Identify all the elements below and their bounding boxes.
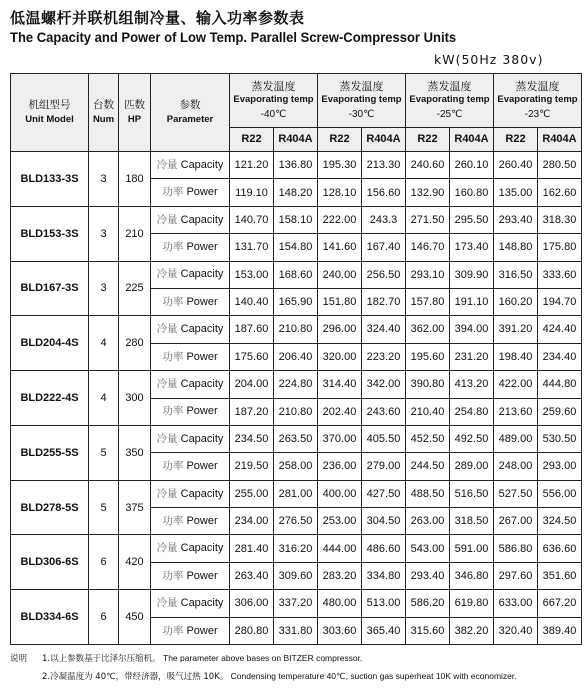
capacity-value: 413.20 (450, 371, 494, 398)
note-2: 2.冷凝温度为 40℃，带经济器，吸气过热 10K。 Condensing temperature 40℃, suction gas superheat 10K with economizer. (42, 671, 517, 682)
capacity-value: 281.40 (230, 535, 274, 562)
power-value: 173.40 (450, 234, 494, 261)
capacity-value: 153.00 (230, 261, 274, 288)
capacity-value: 293.40 (494, 206, 538, 233)
unit-hp: 225 (119, 261, 151, 316)
power-value: 236.00 (318, 453, 362, 480)
unit-num: 3 (89, 206, 119, 261)
unit-num: 6 (89, 535, 119, 590)
capacity-value: 260.10 (450, 152, 494, 179)
table-row (11, 261, 582, 288)
capacity-value: 296.00 (318, 316, 362, 343)
power-value: 280.80 (230, 617, 274, 644)
power-value: 309.60 (274, 562, 318, 589)
table-row (11, 480, 582, 507)
param-power: 功率 Power (151, 453, 230, 480)
capacity-value: 390.80 (406, 371, 450, 398)
header-refrigerant: R404A (538, 128, 582, 152)
unit-note: kW(50Hz 380v) (434, 52, 544, 67)
header-refrigerant: R22 (406, 128, 450, 152)
capacity-value: 543.00 (406, 535, 450, 562)
capacity-value: 633.00 (494, 590, 538, 617)
power-value: 324.50 (538, 508, 582, 535)
capacity-value: 489.00 (494, 425, 538, 452)
power-value: 160.80 (450, 179, 494, 206)
power-value: 128.10 (318, 179, 362, 206)
param-capacity: 冷量 Capacity (151, 590, 230, 617)
capacity-value: 314.40 (318, 371, 362, 398)
power-value: 148.80 (494, 234, 538, 261)
param-capacity: 冷量 Capacity (151, 480, 230, 507)
param-power: 功率 Power (151, 562, 230, 589)
param-power: 功率 Power (151, 617, 230, 644)
param-power: 功率 Power (151, 179, 230, 206)
capacity-value: 243.3 (362, 206, 406, 233)
power-value: 175.80 (538, 234, 582, 261)
capacity-value: 260.40 (494, 152, 538, 179)
power-value: 346.80 (450, 562, 494, 589)
unit-model: BLD153-3S (11, 206, 89, 261)
power-value: 243.60 (362, 398, 406, 425)
capacity-value: 394.00 (450, 316, 494, 343)
capacity-value: 293.10 (406, 261, 450, 288)
power-value: 303.60 (318, 617, 362, 644)
power-value: 198.40 (494, 343, 538, 370)
capacity-value: 318.30 (538, 206, 582, 233)
header-refrigerant: R22 (230, 128, 274, 152)
header-model: 机组型号 Unit Model (11, 74, 89, 152)
power-value: 263.00 (406, 508, 450, 535)
power-value: 334.80 (362, 562, 406, 589)
power-value: 165.90 (274, 288, 318, 315)
capacity-value: 240.60 (406, 152, 450, 179)
power-value: 157.80 (406, 288, 450, 315)
table-row (11, 425, 582, 452)
param-capacity: 冷量 Capacity (151, 206, 230, 233)
capacity-value: 619.80 (450, 590, 494, 617)
unit-num: 6 (89, 590, 119, 645)
param-capacity: 冷量 Capacity (151, 425, 230, 452)
power-value: 283.20 (318, 562, 362, 589)
power-value: 331.80 (274, 617, 318, 644)
capacity-value: 422.00 (494, 371, 538, 398)
param-capacity: 冷量 Capacity (151, 371, 230, 398)
unit-hp: 350 (119, 425, 151, 480)
capacity-value: 213.30 (362, 152, 406, 179)
capacity-value: 405.50 (362, 425, 406, 452)
power-value: 206.40 (274, 343, 318, 370)
power-value: 320.00 (318, 343, 362, 370)
table-row (11, 206, 582, 233)
capacity-value: 255.00 (230, 480, 274, 507)
param-capacity: 冷量 Capacity (151, 316, 230, 343)
unit-model: BLD167-3S (11, 261, 89, 316)
power-value: 263.40 (230, 562, 274, 589)
capacity-value: 667.20 (538, 590, 582, 617)
param-power: 功率 Power (151, 508, 230, 535)
header-parameter: 参数 Parameter (151, 74, 230, 152)
power-value: 382.20 (450, 617, 494, 644)
capacity-value: 530.50 (538, 425, 582, 452)
power-value: 187.20 (230, 398, 274, 425)
header-hp: 匹数 HP (119, 74, 151, 152)
capacity-value: 427.50 (362, 480, 406, 507)
power-value: 135.00 (494, 179, 538, 206)
unit-model: BLD334-6S (11, 590, 89, 645)
power-value: 351.60 (538, 562, 582, 589)
power-value: 234.40 (538, 343, 582, 370)
unit-num: 4 (89, 371, 119, 426)
param-power: 功率 Power (151, 288, 230, 315)
capacity-value: 324.40 (362, 316, 406, 343)
power-value: 231.20 (450, 343, 494, 370)
unit-model: BLD204-4S (11, 316, 89, 371)
capacity-value: 224.80 (274, 371, 318, 398)
power-value: 315.60 (406, 617, 450, 644)
power-value: 244.50 (406, 453, 450, 480)
notes (10, 650, 517, 686)
header-refrigerant: R404A (274, 128, 318, 152)
power-value: 304.50 (362, 508, 406, 535)
capacity-value: 158.10 (274, 206, 318, 233)
power-value: 154.80 (274, 234, 318, 261)
unit-model: BLD255-5S (11, 425, 89, 480)
capacity-value: 240.00 (318, 261, 362, 288)
header-evap-temp: 蒸发温度 Evaporating temp -30℃ (318, 74, 406, 128)
unit-model: BLD133-3S (11, 152, 89, 207)
unit-hp: 180 (119, 152, 151, 207)
power-value: 146.70 (406, 234, 450, 261)
power-value: 132.90 (406, 179, 450, 206)
capacity-value: 316.50 (494, 261, 538, 288)
capacity-value: 281.00 (274, 480, 318, 507)
power-value: 365.40 (362, 617, 406, 644)
power-value: 259.60 (538, 398, 582, 425)
power-value: 131.70 (230, 234, 274, 261)
capacity-value: 280.50 (538, 152, 582, 179)
page-title-cn: 低温螺杆并联机组制冷量、输入功率参数表 (10, 9, 305, 27)
power-value: 210.80 (274, 398, 318, 425)
capacity-value: 636.60 (538, 535, 582, 562)
power-value: 234.00 (230, 508, 274, 535)
capacity-value: 513.00 (362, 590, 406, 617)
power-value: 162.60 (538, 179, 582, 206)
header-refrigerant: R22 (494, 128, 538, 152)
capacity-value: 187.60 (230, 316, 274, 343)
param-capacity: 冷量 Capacity (151, 535, 230, 562)
capacity-value: 222.00 (318, 206, 362, 233)
capacity-value: 452.50 (406, 425, 450, 452)
unit-num: 4 (89, 316, 119, 371)
capacity-value: 210.80 (274, 316, 318, 343)
power-value: 194.70 (538, 288, 582, 315)
unit-num: 5 (89, 480, 119, 535)
capacity-value: 400.00 (318, 480, 362, 507)
capacity-value: 234.50 (230, 425, 274, 452)
power-value: 210.40 (406, 398, 450, 425)
power-value: 279.00 (362, 453, 406, 480)
power-value: 151.80 (318, 288, 362, 315)
power-value: 318.50 (450, 508, 494, 535)
capacity-value: 362.00 (406, 316, 450, 343)
power-value: 167.40 (362, 234, 406, 261)
power-value: 297.60 (494, 562, 538, 589)
spec-table-body (11, 152, 582, 645)
capacity-value: 140.70 (230, 206, 274, 233)
unit-hp: 420 (119, 535, 151, 590)
capacity-value: 591.00 (450, 535, 494, 562)
power-value: 148.20 (274, 179, 318, 206)
param-capacity: 冷量 Capacity (151, 152, 230, 179)
capacity-value: 121.20 (230, 152, 274, 179)
capacity-value: 370.00 (318, 425, 362, 452)
header-evap-temp: 蒸发温度 Evaporating temp -23℃ (494, 74, 582, 128)
unit-hp: 375 (119, 480, 151, 535)
unit-num: 5 (89, 425, 119, 480)
note-1: 说明 1.以上参数基于比泽尔压缩机。 The parameter above bases on BITZER compressor. (10, 653, 363, 664)
capacity-value: 306.00 (230, 590, 274, 617)
power-value: 119.10 (230, 179, 274, 206)
capacity-value: 136.80 (274, 152, 318, 179)
capacity-value: 309.90 (450, 261, 494, 288)
power-value: 320.40 (494, 617, 538, 644)
capacity-value: 342.00 (362, 371, 406, 398)
param-power: 功率 Power (151, 234, 230, 261)
header-num: 台数 Num (89, 74, 119, 152)
power-value: 175.60 (230, 343, 274, 370)
capacity-value: 480.00 (318, 590, 362, 617)
unit-hp: 210 (119, 206, 151, 261)
capacity-value: 444.00 (318, 535, 362, 562)
table-row (11, 590, 582, 617)
capacity-value: 316.20 (274, 535, 318, 562)
power-value: 254.80 (450, 398, 494, 425)
unit-hp: 280 (119, 316, 151, 371)
power-value: 253.00 (318, 508, 362, 535)
unit-num: 3 (89, 261, 119, 316)
capacity-value: 586.20 (406, 590, 450, 617)
unit-model: BLD278-5S (11, 480, 89, 535)
power-value: 191.10 (450, 288, 494, 315)
capacity-value: 337.20 (274, 590, 318, 617)
power-value: 141.60 (318, 234, 362, 261)
header-refrigerant: R404A (362, 128, 406, 152)
unit-model: BLD306-6S (11, 535, 89, 590)
power-value: 219.50 (230, 453, 274, 480)
capacity-value: 444.80 (538, 371, 582, 398)
param-capacity: 冷量 Capacity (151, 261, 230, 288)
header-refrigerant: R22 (318, 128, 362, 152)
power-value: 258.00 (274, 453, 318, 480)
param-power: 功率 Power (151, 343, 230, 370)
capacity-value: 492.50 (450, 425, 494, 452)
power-value: 293.40 (406, 562, 450, 589)
capacity-value: 424.40 (538, 316, 582, 343)
capacity-value: 333.60 (538, 261, 582, 288)
capacity-value: 256.50 (362, 261, 406, 288)
table-row (11, 535, 582, 562)
capacity-value: 488.50 (406, 480, 450, 507)
power-value: 223.20 (362, 343, 406, 370)
table-row (11, 152, 582, 179)
capacity-value: 486.60 (362, 535, 406, 562)
capacity-value: 527.50 (494, 480, 538, 507)
power-value: 182.70 (362, 288, 406, 315)
power-value: 267.00 (494, 508, 538, 535)
power-value: 156.60 (362, 179, 406, 206)
unit-hp: 450 (119, 590, 151, 645)
header-refrigerant: R404A (450, 128, 494, 152)
power-value: 140.40 (230, 288, 274, 315)
power-value: 195.60 (406, 343, 450, 370)
capacity-value: 391.20 (494, 316, 538, 343)
header-evap-temp: 蒸发温度 Evaporating temp -40℃ (230, 74, 318, 128)
capacity-value: 586.80 (494, 535, 538, 562)
header-evap-temp: 蒸发温度 Evaporating temp -25℃ (406, 74, 494, 128)
power-value: 202.40 (318, 398, 362, 425)
table-row (11, 371, 582, 398)
power-value: 160.20 (494, 288, 538, 315)
unit-model: BLD222-4S (11, 371, 89, 426)
spec-table (10, 73, 582, 645)
page-title-en: The Capacity and Power of Low Temp. Parallel Screw-Compressor Units (10, 29, 457, 45)
power-value: 213.60 (494, 398, 538, 425)
capacity-value: 516.50 (450, 480, 494, 507)
power-value: 289.00 (450, 453, 494, 480)
capacity-value: 263.50 (274, 425, 318, 452)
capacity-value: 271.50 (406, 206, 450, 233)
param-power: 功率 Power (151, 398, 230, 425)
capacity-value: 556.00 (538, 480, 582, 507)
power-value: 389.40 (538, 617, 582, 644)
power-value: 276.50 (274, 508, 318, 535)
power-value: 293.00 (538, 453, 582, 480)
unit-hp: 300 (119, 371, 151, 426)
unit-num: 3 (89, 152, 119, 207)
capacity-value: 168.60 (274, 261, 318, 288)
capacity-value: 195.30 (318, 152, 362, 179)
table-row (11, 316, 582, 343)
capacity-value: 204.00 (230, 371, 274, 398)
power-value: 248.00 (494, 453, 538, 480)
capacity-value: 295.50 (450, 206, 494, 233)
